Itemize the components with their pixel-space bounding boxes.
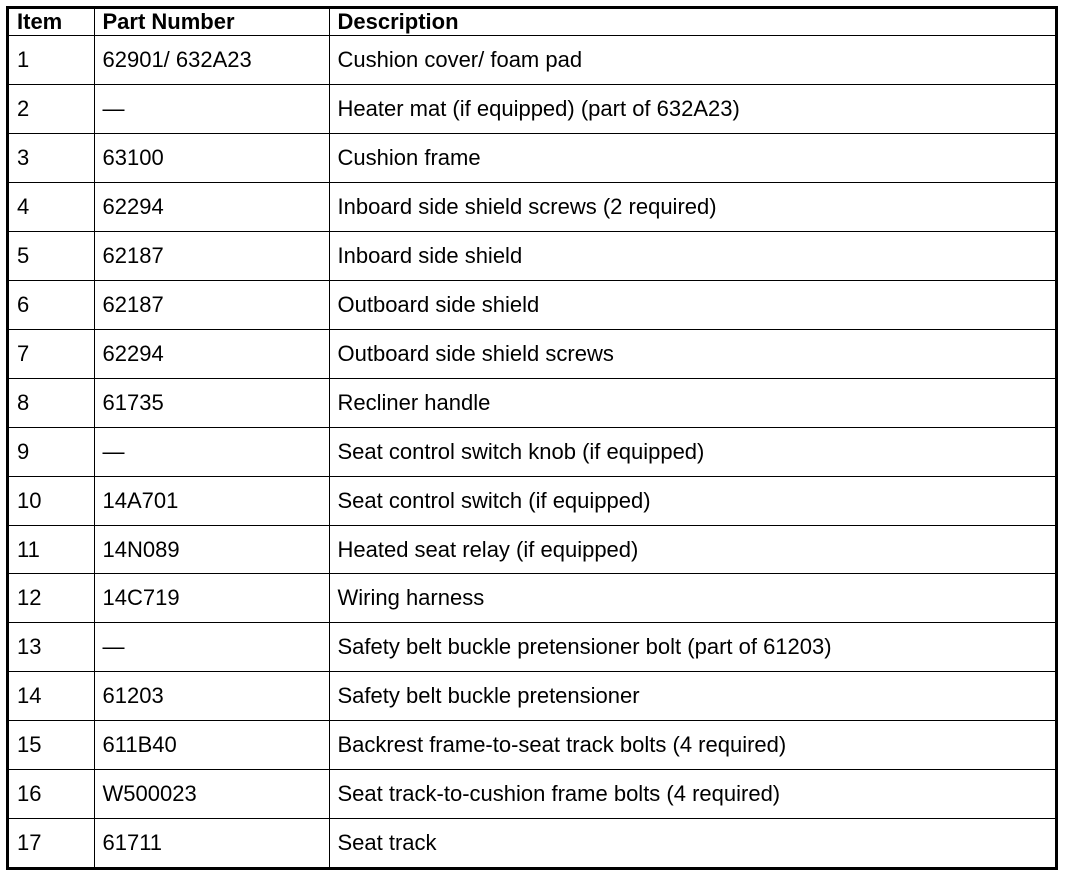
cell-part-number: 63100 xyxy=(94,133,329,182)
cell-item: 4 xyxy=(9,182,94,231)
cell-part-number: 61203 xyxy=(94,672,329,721)
cell-item: 2 xyxy=(9,84,94,133)
cell-item: 14 xyxy=(9,672,94,721)
cell-item: 3 xyxy=(9,133,94,182)
cell-description: Inboard side shield xyxy=(329,231,1055,280)
cell-item: 16 xyxy=(9,770,94,819)
cell-item: 6 xyxy=(9,280,94,329)
parts-table-frame xyxy=(6,6,1058,870)
table-row xyxy=(9,427,1055,476)
cell-description: Seat control switch (if equipped) xyxy=(329,476,1055,525)
parts-table xyxy=(9,9,1055,867)
cell-part-number: 14A701 xyxy=(94,476,329,525)
cell-part-number: 14N089 xyxy=(94,525,329,574)
table-row xyxy=(9,36,1055,85)
cell-part-number: 14C719 xyxy=(94,574,329,623)
cell-description: Outboard side shield screws xyxy=(329,329,1055,378)
cell-part-number: 62294 xyxy=(94,329,329,378)
cell-description: Seat control switch knob (if equipped) xyxy=(329,427,1055,476)
table-row xyxy=(9,770,1055,819)
cell-item: 10 xyxy=(9,476,94,525)
column-header-item: Item xyxy=(9,9,94,36)
cell-part-number: 62187 xyxy=(94,280,329,329)
table-row xyxy=(9,133,1055,182)
cell-description: Safety belt buckle pretensioner xyxy=(329,672,1055,721)
cell-part-number: 62901/ 632A23 xyxy=(94,36,329,85)
cell-description: Heated seat relay (if equipped) xyxy=(329,525,1055,574)
cell-part-number: — xyxy=(94,427,329,476)
table-row xyxy=(9,182,1055,231)
cell-description: Cushion frame xyxy=(329,133,1055,182)
table-row xyxy=(9,280,1055,329)
cell-item: 12 xyxy=(9,574,94,623)
cell-part-number: 61711 xyxy=(94,819,329,867)
cell-description: Wiring harness xyxy=(329,574,1055,623)
table-row xyxy=(9,378,1055,427)
cell-part-number: 62294 xyxy=(94,182,329,231)
cell-part-number: — xyxy=(94,623,329,672)
cell-item: 5 xyxy=(9,231,94,280)
table-row xyxy=(9,84,1055,133)
cell-part-number: — xyxy=(94,84,329,133)
cell-item: 9 xyxy=(9,427,94,476)
table-row xyxy=(9,525,1055,574)
cell-description: Cushion cover/ foam pad xyxy=(329,36,1055,85)
cell-description: Inboard side shield screws (2 required) xyxy=(329,182,1055,231)
table-row xyxy=(9,574,1055,623)
cell-part-number: W500023 xyxy=(94,770,329,819)
column-header-part-number: Part Number xyxy=(94,9,329,36)
cell-description: Outboard side shield xyxy=(329,280,1055,329)
table-row xyxy=(9,672,1055,721)
table-row xyxy=(9,819,1055,867)
cell-item: 13 xyxy=(9,623,94,672)
table-row xyxy=(9,623,1055,672)
cell-description: Safety belt buckle pretensioner bolt (part of 61203) xyxy=(329,623,1055,672)
cell-item: 11 xyxy=(9,525,94,574)
cell-item: 8 xyxy=(9,378,94,427)
cell-description: Backrest frame-to-seat track bolts (4 required) xyxy=(329,721,1055,770)
cell-item: 1 xyxy=(9,36,94,85)
table-row xyxy=(9,329,1055,378)
table-body xyxy=(9,36,1055,868)
cell-description: Seat track xyxy=(329,819,1055,867)
cell-item: 17 xyxy=(9,819,94,867)
cell-description: Heater mat (if equipped) (part of 632A23) xyxy=(329,84,1055,133)
cell-description: Seat track-to-cushion frame bolts (4 required) xyxy=(329,770,1055,819)
cell-item: 7 xyxy=(9,329,94,378)
cell-item: 15 xyxy=(9,721,94,770)
table-header-row xyxy=(9,9,1055,36)
table-row xyxy=(9,231,1055,280)
cell-part-number: 611B40 xyxy=(94,721,329,770)
table-row xyxy=(9,476,1055,525)
cell-description: Recliner handle xyxy=(329,378,1055,427)
column-header-description: Description xyxy=(329,9,1055,36)
table-row xyxy=(9,721,1055,770)
cell-part-number: 62187 xyxy=(94,231,329,280)
cell-part-number: 61735 xyxy=(94,378,329,427)
